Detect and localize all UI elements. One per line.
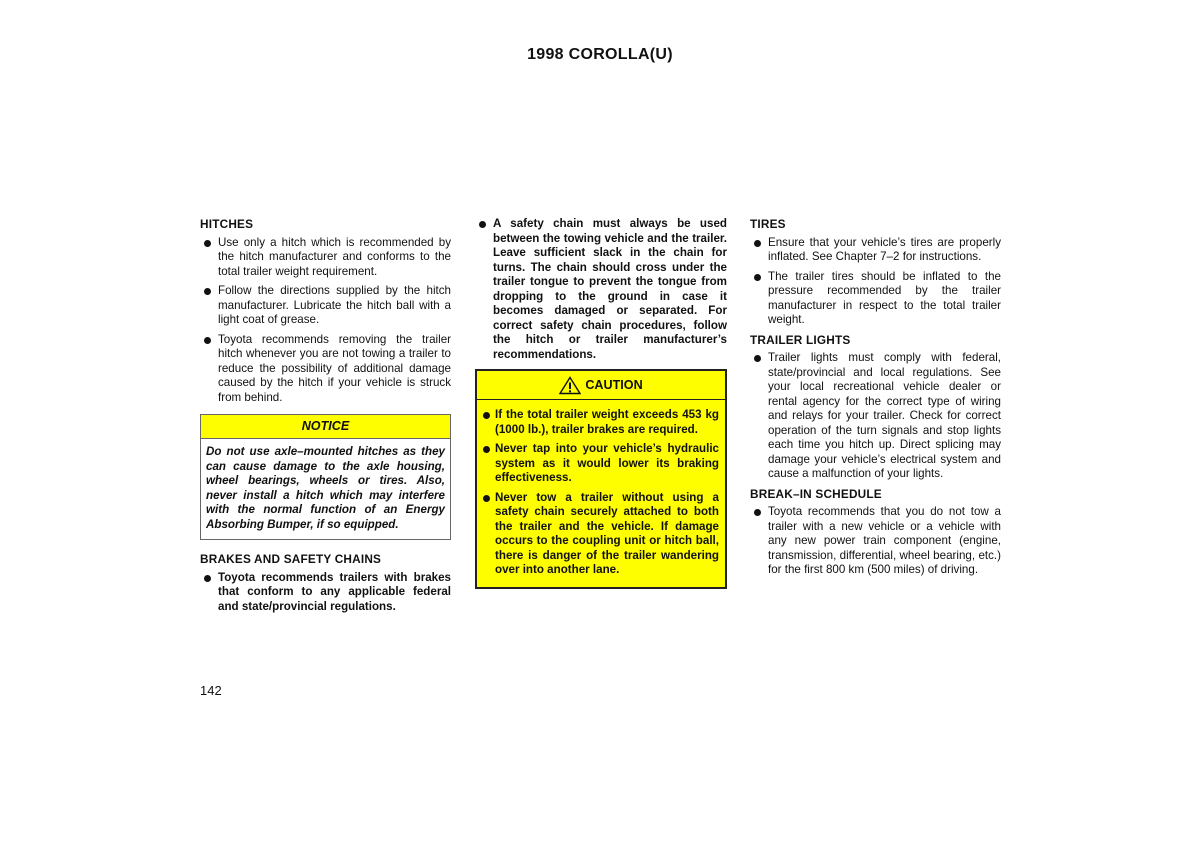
bullet-icon xyxy=(483,495,490,502)
list-item-text: The trailer tires should be inflated to the pressure recommended by the trailer manufacturer in respect to the total trailer weight. xyxy=(768,269,1001,326)
trailer-lights-list xyxy=(750,351,1001,482)
section-heading-break-in: BREAK–IN SCHEDULE xyxy=(750,486,882,501)
break-in-list xyxy=(750,505,1001,578)
page-header-title: 1998 COROLLA(U) xyxy=(527,46,673,63)
list-item-text: Toyota recommends trailers with brakes that conform to any applicable federal and state/provincial regulations. xyxy=(218,570,451,613)
section-heading-brakes: BRAKES AND SAFETY CHAINS xyxy=(200,552,382,566)
caution-header xyxy=(477,371,725,400)
section-heading-trailer-lights: TRAILER LIGHTS xyxy=(750,332,851,347)
list-item xyxy=(750,236,1001,265)
list-item-text: Toyota recommends removing the trailer hitch whenever you are not towing a trailer to reduce the possibility of additional damage caused by the hitch if your vehicle is struck from behind. xyxy=(218,332,451,404)
tires-list xyxy=(750,236,1001,328)
list-item-text: If the total trailer weight exceeds 453 kg (1000 lb.), trailer brakes are required. xyxy=(495,408,719,436)
column-left xyxy=(200,217,451,619)
bullet-icon xyxy=(204,288,211,295)
list-item xyxy=(479,408,719,437)
list-item xyxy=(750,270,1001,328)
list-item-text: Toyota recommends that you do not tow a trailer with a new vehicle or a vehicle with any new power train component (engine, transmission, differential, wheel bearing, etc.) for the first 800 km (500 miles) of driving. xyxy=(768,505,1001,576)
list-item xyxy=(750,505,1001,578)
bullet-icon xyxy=(204,337,211,344)
list-item xyxy=(200,571,451,615)
list-item-text: Trailer lights must comply with federal, state/provincial and local regulations. See your local recreational vehicle dealer or rental agency for the correct type of wiring and relays for your trailer. Check for correct operation of the turn signals and stop lights each time you hitch up. Direct splicing may damage your vehicle’s electrical system and cause a malfunction of your lights. xyxy=(768,351,1001,480)
section-heading-tires: TIRES xyxy=(750,217,786,231)
column-middle xyxy=(475,217,727,589)
bullet-icon xyxy=(204,240,211,247)
list-item-text: Ensure that your vehicle’s tires are properly inflated. See Chapter 7–2 for instructions. xyxy=(768,235,1001,263)
notice-box xyxy=(200,414,451,540)
list-item-text: Never tap into your vehicle’s hydraulic system as it would lower its braking effectiveness. xyxy=(495,442,719,484)
notice-title: NOTICE xyxy=(201,415,450,439)
list-item-text: Never tow a trailer without using a safety chain securely attached to both the trailer and the vehicle. If damage occurs to the coupling unit or hitch ball, there is danger of the trailer wandering over into another lane. xyxy=(495,490,719,576)
list-item xyxy=(479,442,719,486)
warning-triangle-icon xyxy=(559,376,581,395)
bullet-icon xyxy=(754,274,761,281)
bullet-icon xyxy=(483,412,490,419)
caution-title: CAUTION xyxy=(585,377,643,392)
list-item-text: Use only a hitch which is recommended by the hitch manufacturer and conforms to the total trailer weight requirement. xyxy=(218,235,451,278)
caution-list xyxy=(479,408,719,578)
bullet-icon xyxy=(754,509,761,516)
column-right xyxy=(750,217,1001,583)
list-item xyxy=(750,351,1001,482)
bullet-icon xyxy=(754,240,761,247)
brakes-list xyxy=(200,571,451,615)
page-number: 142 xyxy=(200,683,222,698)
list-item-text: A safety chain must always be used between the towing vehicle and the trailer. Leave sufficient slack in the chain for turns. The chain should cross under the trailer tongue to prevent the tongue from dropping to the ground in case it becomes damaged or separated. For correct safety chain procedures, follow the hitch or trailer manufacturer’s recommendations. xyxy=(493,217,727,361)
caution-body xyxy=(477,400,725,587)
bullet-icon xyxy=(483,446,490,453)
list-item-text: Follow the directions supplied by the hitch manufacturer. Lubricate the hitch ball with a light coat of grease. xyxy=(218,284,451,326)
list-item xyxy=(200,333,451,406)
bullet-icon xyxy=(479,221,486,228)
hitches-list xyxy=(200,236,451,406)
bullet-icon xyxy=(204,575,211,582)
list-item xyxy=(200,236,451,280)
list-item xyxy=(200,284,451,328)
bullet-icon xyxy=(754,355,761,362)
section-heading-hitches: HITCHES xyxy=(200,217,254,231)
safety-chain-list xyxy=(475,217,727,362)
caution-box xyxy=(475,369,727,589)
notice-body: Do not use axle–mounted hitches as they can cause damage to the axle housing, wheel bearings, wheels or tires. Also, never install a hitch which may interfere with the normal function of an Energy Absorbing Bumper, if so equipped. xyxy=(206,445,445,531)
list-item xyxy=(475,217,727,362)
list-item xyxy=(479,491,719,578)
